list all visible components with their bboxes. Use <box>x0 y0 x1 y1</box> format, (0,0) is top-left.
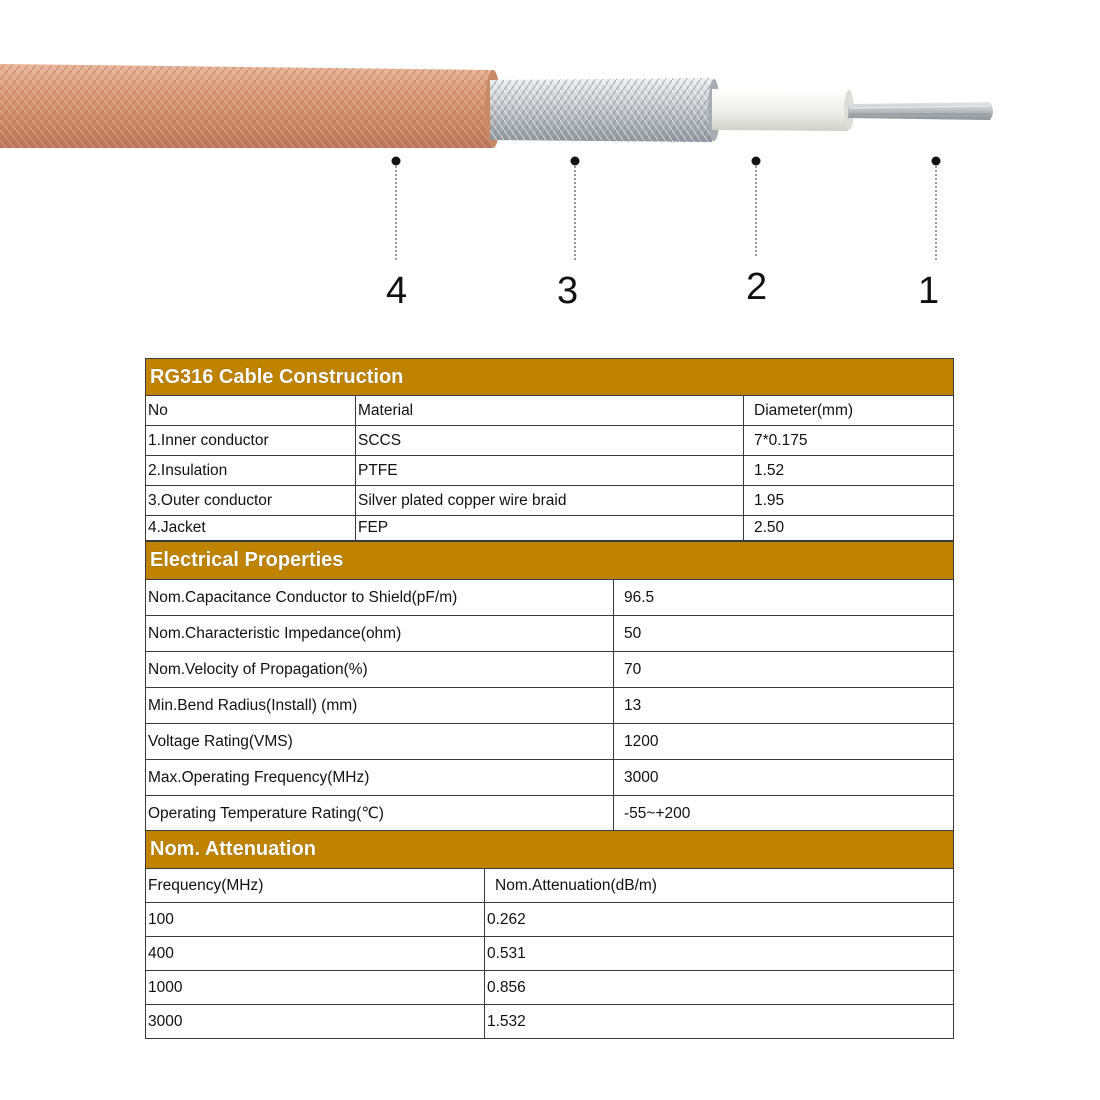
header-diameter: Diameter(mm) <box>744 396 954 426</box>
header-no: No <box>146 396 356 426</box>
table-row <box>146 937 954 971</box>
table-row <box>146 971 954 1005</box>
table-row <box>146 796 954 832</box>
table-row <box>146 426 954 456</box>
callout-label-1: 1 <box>918 270 940 312</box>
cell-value: 96.5 <box>614 580 954 616</box>
cell-attenuation: 0.856 <box>485 971 954 1005</box>
table-row <box>146 516 954 541</box>
cable-inner-conductor <box>848 102 993 120</box>
cell-attenuation: 0.531 <box>485 937 954 971</box>
cell-property: Voltage Rating(VMS) <box>146 724 614 760</box>
cell-material: PTFE <box>356 456 744 486</box>
cell-frequency: 3000 <box>146 1005 485 1039</box>
cell-diameter: 7*0.175 <box>744 426 954 456</box>
cell-value: 1200 <box>614 724 954 760</box>
cell-property: Max.Operating Frequency(MHz) <box>146 760 614 796</box>
construction-title-row <box>146 359 954 396</box>
callout-label-2: 2 <box>746 266 768 308</box>
cell-value: -55~+200 <box>614 796 954 832</box>
cell-attenuation: 0.262 <box>485 903 954 937</box>
cell-value: 50 <box>614 616 954 652</box>
table-row <box>146 869 954 903</box>
cell-part: 4.Jacket <box>146 516 356 541</box>
callout-leader-1 <box>932 157 941 263</box>
cell-part: 3.Outer conductor <box>146 486 356 516</box>
table-row <box>146 652 954 688</box>
table-row <box>146 724 954 760</box>
cell-value: 3000 <box>614 760 954 796</box>
cell-value: 13 <box>614 688 954 724</box>
cell-property: Nom.Velocity of Propagation(%) <box>146 652 614 688</box>
cell-material: FEP <box>356 516 744 541</box>
table-row <box>146 486 954 516</box>
table-row <box>146 760 954 796</box>
cell-material: SCCS <box>356 426 744 456</box>
cell-property: Nom.Capacitance Conductor to Shield(pF/m) <box>146 580 614 616</box>
header-frequency: Frequency(MHz) <box>146 869 485 903</box>
attenuation-table <box>145 830 954 1039</box>
cell-frequency: 1000 <box>146 971 485 1005</box>
callout-leader-3 <box>571 157 580 263</box>
header-material: Material <box>356 396 744 426</box>
table-row <box>146 688 954 724</box>
callout-label-3: 3 <box>557 270 579 312</box>
construction-title: RG316 Cable Construction <box>146 359 954 396</box>
table-row <box>146 396 954 426</box>
callout-leader-2 <box>752 157 761 259</box>
electrical-table <box>145 541 954 832</box>
attenuation-title: Nom. Attenuation <box>146 831 954 869</box>
table-row <box>146 1005 954 1039</box>
cell-frequency: 400 <box>146 937 485 971</box>
cell-diameter: 1.95 <box>744 486 954 516</box>
callout-label-4: 4 <box>386 270 408 312</box>
electrical-title: Electrical Properties <box>146 542 954 580</box>
cable-insulation <box>712 89 854 131</box>
cell-attenuation: 1.532 <box>485 1005 954 1039</box>
cell-property: Min.Bend Radius(Install) (mm) <box>146 688 614 724</box>
table-row <box>146 456 954 486</box>
cell-frequency: 100 <box>146 903 485 937</box>
cell-value: 70 <box>614 652 954 688</box>
table-row <box>146 580 954 616</box>
table-row <box>146 903 954 937</box>
cell-property: Operating Temperature Rating(℃) <box>146 796 614 832</box>
header-attenuation: Nom.Attenuation(dB/m) <box>485 869 954 903</box>
cell-property: Nom.Characteristic Impedance(ohm) <box>146 616 614 652</box>
electrical-title-row <box>146 542 954 580</box>
construction-table <box>145 358 954 541</box>
cell-part: 1.Inner conductor <box>146 426 356 456</box>
cable-braid <box>490 78 720 142</box>
cell-diameter: 1.52 <box>744 456 954 486</box>
attenuation-title-row <box>146 831 954 869</box>
cell-part: 2.Insulation <box>146 456 356 486</box>
cable-jacket <box>0 64 501 148</box>
table-row <box>146 616 954 652</box>
cell-diameter: 2.50 <box>744 516 954 541</box>
cell-material: Silver plated copper wire braid <box>356 486 744 516</box>
callout-leader-4 <box>392 157 401 263</box>
